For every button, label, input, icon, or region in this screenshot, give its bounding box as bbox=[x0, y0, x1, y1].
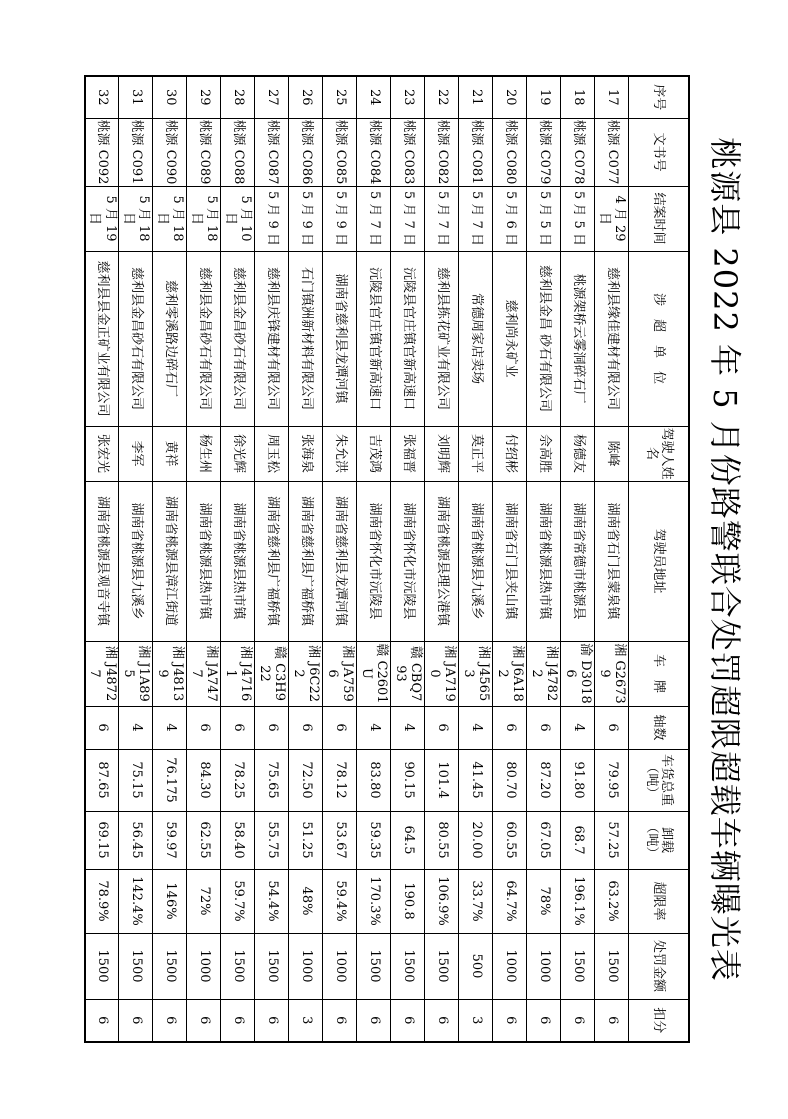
table-row bbox=[153, 76, 187, 1042]
table-row bbox=[255, 76, 289, 1042]
cell-unit: 沅陵县官庄镇官新高速口 bbox=[391, 251, 425, 426]
cell-unload-weight: 55.75 bbox=[255, 811, 289, 869]
cell-doc-no: 桃源 C088 bbox=[221, 118, 255, 186]
cell-fine-amount: 1000 bbox=[323, 933, 357, 999]
cell-close-date: 5 月 5 日 bbox=[561, 186, 595, 251]
cell-unit: 慈利县金昌砂石有限公司 bbox=[221, 251, 255, 426]
cell-fine-amount: 500 bbox=[459, 933, 493, 999]
header-unload-weight: 卸载（吨） bbox=[629, 811, 689, 869]
cell-axles: 6 bbox=[289, 706, 323, 749]
header-plate: 车 牌 bbox=[629, 641, 689, 706]
table-row bbox=[221, 76, 255, 1042]
cell-seq: 19 bbox=[527, 76, 561, 118]
cell-driver-name: 张海泉 bbox=[289, 426, 323, 481]
cell-fine-amount: 1500 bbox=[595, 933, 629, 999]
cell-close-date: 5 月 9 日 bbox=[289, 186, 323, 251]
cell-plate: 湘 G26739 bbox=[595, 641, 629, 706]
cell-gross-weight: 87.20 bbox=[527, 749, 561, 811]
header-points: 扣分 bbox=[629, 999, 689, 1042]
cell-points: 6 bbox=[425, 999, 459, 1042]
cell-driver-name: 周玉松 bbox=[255, 426, 289, 481]
cell-fine-amount: 1500 bbox=[221, 933, 255, 999]
cell-over-limit-rate: 196.1% bbox=[561, 869, 595, 933]
cell-driver-address: 湖南省桃源县理公港镇 bbox=[425, 481, 459, 641]
cell-over-limit-rate: 146% bbox=[153, 869, 187, 933]
cell-plate: 湘 JA7190 bbox=[425, 641, 459, 706]
table-row bbox=[595, 76, 629, 1042]
cell-plate: 湘 J1A895 bbox=[119, 641, 153, 706]
cell-close-date: 5 月 18 日 bbox=[119, 186, 153, 251]
cell-unload-weight: 67.05 bbox=[527, 811, 561, 869]
table-row bbox=[425, 76, 459, 1042]
header-close-date: 结案时间 bbox=[629, 186, 689, 251]
cell-unit: 沅陵县官庄镇官新高速口 bbox=[357, 251, 391, 426]
table-header-row bbox=[629, 76, 689, 1042]
cell-driver-address: 湖南省慈利县广福桥镇 bbox=[289, 481, 323, 641]
cell-plate: 赣 C3H922 bbox=[255, 641, 289, 706]
cell-fine-amount: 1000 bbox=[289, 933, 323, 999]
cell-gross-weight: 75.65 bbox=[255, 749, 289, 811]
cell-driver-name: 杨德友 bbox=[561, 426, 595, 481]
table-row bbox=[561, 76, 595, 1042]
cell-unit: 慈利零溪路边碎石厂 bbox=[153, 251, 187, 426]
cell-seq: 32 bbox=[85, 76, 119, 118]
cell-driver-address: 湖南省桃源县热市镇 bbox=[527, 481, 561, 641]
cell-axles: 6 bbox=[493, 706, 527, 749]
header-gross-weight: 车货总重（吨） bbox=[629, 749, 689, 811]
cell-seq: 26 bbox=[289, 76, 323, 118]
table-row bbox=[85, 76, 119, 1042]
table-row bbox=[459, 76, 493, 1042]
cell-fine-amount: 1500 bbox=[119, 933, 153, 999]
cell-axles: 4 bbox=[459, 706, 493, 749]
cell-gross-weight: 78.25 bbox=[221, 749, 255, 811]
cell-driver-name: 徐光辉 bbox=[221, 426, 255, 481]
cell-driver-name: 付绍彬 bbox=[493, 426, 527, 481]
table-row bbox=[357, 76, 391, 1042]
cell-points: 6 bbox=[357, 999, 391, 1042]
cell-axles: 4 bbox=[119, 706, 153, 749]
cell-unload-weight: 60.55 bbox=[493, 811, 527, 869]
cell-axles: 6 bbox=[595, 706, 629, 749]
cell-driver-address: 湖南省桃源县热市镇 bbox=[221, 481, 255, 641]
cell-close-date: 5 月 7 日 bbox=[459, 186, 493, 251]
cell-doc-no: 桃源 C079 bbox=[527, 118, 561, 186]
cell-doc-no: 桃源 C077 bbox=[595, 118, 629, 186]
cell-axles: 6 bbox=[187, 706, 221, 749]
cell-gross-weight: 75.15 bbox=[119, 749, 153, 811]
cell-doc-no: 桃源 C091 bbox=[119, 118, 153, 186]
cell-unload-weight: 57.25 bbox=[595, 811, 629, 869]
cell-fine-amount: 1500 bbox=[357, 933, 391, 999]
cell-over-limit-rate: 78% bbox=[527, 869, 561, 933]
table-row bbox=[289, 76, 323, 1042]
cell-points: 6 bbox=[255, 999, 289, 1042]
violations-table bbox=[84, 75, 690, 1043]
cell-driver-address: 湖南省桃源县九溪乡 bbox=[119, 481, 153, 641]
cell-unit: 石门镇洲新材料有限公司 bbox=[289, 251, 323, 426]
cell-points: 6 bbox=[323, 999, 357, 1042]
table-row bbox=[187, 76, 221, 1042]
cell-plate: 湘 JA7477 bbox=[187, 641, 221, 706]
cell-unload-weight: 59.35 bbox=[357, 811, 391, 869]
cell-gross-weight: 90.15 bbox=[391, 749, 425, 811]
cell-seq: 20 bbox=[493, 76, 527, 118]
cell-plate: 湘 JA7596 bbox=[323, 641, 357, 706]
cell-fine-amount: 1500 bbox=[153, 933, 187, 999]
cell-points: 6 bbox=[187, 999, 221, 1042]
cell-gross-weight: 72.50 bbox=[289, 749, 323, 811]
cell-unit: 慈利县庆锋建材有限公司 bbox=[255, 251, 289, 426]
cell-close-date: 5 月 18 日 bbox=[187, 186, 221, 251]
cell-fine-amount: 1500 bbox=[391, 933, 425, 999]
cell-unit: 慈利县县金正矿业有限公司 bbox=[85, 251, 119, 426]
cell-unit: 桃源架桥云雾洞碎石厂 bbox=[561, 251, 595, 426]
cell-doc-no: 桃源 C080 bbox=[493, 118, 527, 186]
cell-unit: 慈利县金昌 砂石有限公司 bbox=[527, 251, 561, 426]
cell-unit: 湖南省慈利县龙潭河镇 bbox=[323, 251, 357, 426]
cell-seq: 29 bbox=[187, 76, 221, 118]
cell-over-limit-rate: 59.7% bbox=[221, 869, 255, 933]
cell-driver-address: 湖南省桃源县热市镇 bbox=[187, 481, 221, 641]
cell-plate: 湘 J48727 bbox=[85, 641, 119, 706]
cell-axles: 4 bbox=[561, 706, 595, 749]
cell-unload-weight: 53.67 bbox=[323, 811, 357, 869]
cell-axles: 6 bbox=[85, 706, 119, 749]
cell-seq: 23 bbox=[391, 76, 425, 118]
cell-gross-weight: 76.175 bbox=[153, 749, 187, 811]
cell-points: 6 bbox=[221, 999, 255, 1042]
cell-seq: 31 bbox=[119, 76, 153, 118]
cell-axles: 4 bbox=[153, 706, 187, 749]
cell-over-limit-rate: 106.9% bbox=[425, 869, 459, 933]
cell-close-date: 5 月 10 日 bbox=[221, 186, 255, 251]
cell-driver-name: 佘高胜 bbox=[527, 426, 561, 481]
table-row bbox=[493, 76, 527, 1042]
cell-fine-amount: 1500 bbox=[425, 933, 459, 999]
cell-driver-address: 湖南省桃源县观音寺镇 bbox=[85, 481, 119, 641]
cell-over-limit-rate: 190.8 bbox=[391, 869, 425, 933]
cell-plate: 湘 J45653 bbox=[459, 641, 493, 706]
cell-gross-weight: 84.30 bbox=[187, 749, 221, 811]
cell-points: 6 bbox=[85, 999, 119, 1042]
cell-axles: 4 bbox=[357, 706, 391, 749]
cell-close-date: 5 月 9 日 bbox=[255, 186, 289, 251]
cell-unload-weight: 58.40 bbox=[221, 811, 255, 869]
cell-driver-address: 湖南省桃源县九溪乡 bbox=[459, 481, 493, 641]
cell-unit: 慈利尚永矿业 bbox=[493, 251, 527, 426]
cell-doc-no: 桃源 C092 bbox=[85, 118, 119, 186]
cell-axles: 6 bbox=[527, 706, 561, 749]
cell-axles: 6 bbox=[221, 706, 255, 749]
cell-over-limit-rate: 64.7% bbox=[493, 869, 527, 933]
cell-gross-weight: 78.12 bbox=[323, 749, 357, 811]
cell-seq: 18 bbox=[561, 76, 595, 118]
cell-plate: 赣 C2601U bbox=[357, 641, 391, 706]
cell-close-date: 5 月 6 日 bbox=[493, 186, 527, 251]
cell-unload-weight: 62.55 bbox=[187, 811, 221, 869]
cell-driver-name: 莫正平 bbox=[459, 426, 493, 481]
cell-close-date: 5 月 7 日 bbox=[391, 186, 425, 251]
cell-fine-amount: 1000 bbox=[493, 933, 527, 999]
cell-unload-weight: 69.15 bbox=[85, 811, 119, 869]
cell-axles: 6 bbox=[255, 706, 289, 749]
document-title: 桃源县 2022 年 5 月份路警联合处罚超限超载车辆曝光表 bbox=[706, 137, 744, 982]
cell-seq: 21 bbox=[459, 76, 493, 118]
cell-unload-weight: 20.00 bbox=[459, 811, 493, 869]
cell-driver-name: 刘明辉 bbox=[425, 426, 459, 481]
header-unit: 涉 超 单 位 bbox=[629, 251, 689, 426]
cell-driver-name: 朱允洪 bbox=[323, 426, 357, 481]
cell-points: 6 bbox=[561, 999, 595, 1042]
cell-doc-no: 桃源 C082 bbox=[425, 118, 459, 186]
cell-axles: 6 bbox=[323, 706, 357, 749]
cell-over-limit-rate: 59.4% bbox=[323, 869, 357, 933]
cell-gross-weight: 41.45 bbox=[459, 749, 493, 811]
cell-doc-no: 桃源 C083 bbox=[391, 118, 425, 186]
cell-points: 6 bbox=[119, 999, 153, 1042]
table-row bbox=[391, 76, 425, 1042]
cell-gross-weight: 80.70 bbox=[493, 749, 527, 811]
cell-unit: 慈利县金昌砂石有限公司 bbox=[187, 251, 221, 426]
cell-doc-no: 桃源 C089 bbox=[187, 118, 221, 186]
header-seq: 序号 bbox=[629, 76, 689, 118]
cell-close-date: 5 月 5 日 bbox=[527, 186, 561, 251]
header-driver-name: 驾驶人姓名 bbox=[629, 426, 689, 481]
cell-plate: 湘 J6A182 bbox=[493, 641, 527, 706]
cell-unit: 慈利县拣花矿业有限公司 bbox=[425, 251, 459, 426]
cell-over-limit-rate: 170.3% bbox=[357, 869, 391, 933]
header-over-limit-rate: 超限率 bbox=[629, 869, 689, 933]
cell-unload-weight: 64.5 bbox=[391, 811, 425, 869]
cell-gross-weight: 101.4 bbox=[425, 749, 459, 811]
cell-points: 6 bbox=[527, 999, 561, 1042]
cell-plate: 湘 J6C222 bbox=[289, 641, 323, 706]
cell-driver-address: 湖南省石门县蒙泉镇 bbox=[595, 481, 629, 641]
cell-gross-weight: 83.80 bbox=[357, 749, 391, 811]
cell-unload-weight: 59.97 bbox=[153, 811, 187, 869]
cell-plate: 湘 J47822 bbox=[527, 641, 561, 706]
cell-gross-weight: 79.95 bbox=[595, 749, 629, 811]
cell-points: 6 bbox=[595, 999, 629, 1042]
cell-unit: 常德周家店卖场 bbox=[459, 251, 493, 426]
cell-gross-weight: 87.65 bbox=[85, 749, 119, 811]
cell-driver-name: 陈峰 bbox=[595, 426, 629, 481]
cell-driver-address: 湖南省桃源县漳江街道 bbox=[153, 481, 187, 641]
cell-driver-address: 湖南省慈利县广福桥镇 bbox=[255, 481, 289, 641]
cell-seq: 24 bbox=[357, 76, 391, 118]
table-row bbox=[119, 76, 153, 1042]
cell-driver-name: 吉茂鸿 bbox=[357, 426, 391, 481]
cell-points: 6 bbox=[153, 999, 187, 1042]
cell-fine-amount: 1000 bbox=[527, 933, 561, 999]
cell-unit: 慈利县缘佳建材有限公司 bbox=[595, 251, 629, 426]
cell-driver-address: 湖南省常德市桃源县 bbox=[561, 481, 595, 641]
cell-driver-name: 张福晋 bbox=[391, 426, 425, 481]
cell-seq: 22 bbox=[425, 76, 459, 118]
cell-seq: 27 bbox=[255, 76, 289, 118]
cell-driver-address: 湖南省怀化市沅陵县 bbox=[357, 481, 391, 641]
cell-doc-no: 桃源 C078 bbox=[561, 118, 595, 186]
cell-unload-weight: 56.45 bbox=[119, 811, 153, 869]
cell-plate: 湘 J47161 bbox=[221, 641, 255, 706]
cell-over-limit-rate: 78.9% bbox=[85, 869, 119, 933]
cell-close-date: 5 月 7 日 bbox=[357, 186, 391, 251]
cell-driver-name: 杨生州 bbox=[187, 426, 221, 481]
cell-over-limit-rate: 72% bbox=[187, 869, 221, 933]
cell-plate: 赣 CBQ793 bbox=[391, 641, 425, 706]
cell-close-date: 5 月 19 日 bbox=[85, 186, 119, 251]
cell-close-date: 5 月 9 日 bbox=[323, 186, 357, 251]
cell-driver-address: 湖南省怀化市沅陵县 bbox=[391, 481, 425, 641]
cell-fine-amount: 1500 bbox=[561, 933, 595, 999]
cell-doc-no: 桃源 C087 bbox=[255, 118, 289, 186]
cell-close-date: 5 月 18 日 bbox=[153, 186, 187, 251]
cell-seq: 25 bbox=[323, 76, 357, 118]
cell-doc-no: 桃源 C090 bbox=[153, 118, 187, 186]
cell-axles: 4 bbox=[391, 706, 425, 749]
cell-over-limit-rate: 63.2% bbox=[595, 869, 629, 933]
cell-doc-no: 桃源 C086 bbox=[289, 118, 323, 186]
cell-doc-no: 桃源 C085 bbox=[323, 118, 357, 186]
cell-points: 6 bbox=[493, 999, 527, 1042]
cell-gross-weight: 91.80 bbox=[561, 749, 595, 811]
cell-over-limit-rate: 54.4% bbox=[255, 869, 289, 933]
cell-close-date: 4 月 29 日 bbox=[595, 186, 629, 251]
cell-driver-address: 湖南省慈利县龙潭河镇 bbox=[323, 481, 357, 641]
cell-unit: 慈利县金昌砂石有限公司 bbox=[119, 251, 153, 426]
cell-over-limit-rate: 33.7% bbox=[459, 869, 493, 933]
cell-seq: 30 bbox=[153, 76, 187, 118]
cell-plate: 渝 D30186 bbox=[561, 641, 595, 706]
header-doc-no: 文书号 bbox=[629, 118, 689, 186]
cell-points: 3 bbox=[459, 999, 493, 1042]
header-fine-amount: 处罚金额 bbox=[629, 933, 689, 999]
header-driver-address: 驾驶员地址 bbox=[629, 481, 689, 641]
cell-plate: 湘 J48139 bbox=[153, 641, 187, 706]
cell-driver-address: 湖南省石门县夹山镇 bbox=[493, 481, 527, 641]
cell-unload-weight: 80.55 bbox=[425, 811, 459, 869]
cell-points: 3 bbox=[289, 999, 323, 1042]
cell-unload-weight: 51.25 bbox=[289, 811, 323, 869]
cell-over-limit-rate: 48% bbox=[289, 869, 323, 933]
cell-seq: 28 bbox=[221, 76, 255, 118]
cell-doc-no: 桃源 C081 bbox=[459, 118, 493, 186]
cell-points: 6 bbox=[391, 999, 425, 1042]
cell-axles: 6 bbox=[425, 706, 459, 749]
table-row bbox=[323, 76, 357, 1042]
cell-doc-no: 桃源 C084 bbox=[357, 118, 391, 186]
table-row bbox=[527, 76, 561, 1042]
cell-seq: 17 bbox=[595, 76, 629, 118]
cell-driver-name: 张宏光 bbox=[85, 426, 119, 481]
cell-driver-name: 李军 bbox=[119, 426, 153, 481]
cell-driver-name: 黄祥 bbox=[153, 426, 187, 481]
cell-fine-amount: 1000 bbox=[187, 933, 221, 999]
cell-close-date: 5 月 7 日 bbox=[425, 186, 459, 251]
cell-over-limit-rate: 142.4% bbox=[119, 869, 153, 933]
cell-fine-amount: 1500 bbox=[255, 933, 289, 999]
header-axles: 轴数 bbox=[629, 706, 689, 749]
cell-unload-weight: 68.7 bbox=[561, 811, 595, 869]
cell-fine-amount: 1500 bbox=[85, 933, 119, 999]
